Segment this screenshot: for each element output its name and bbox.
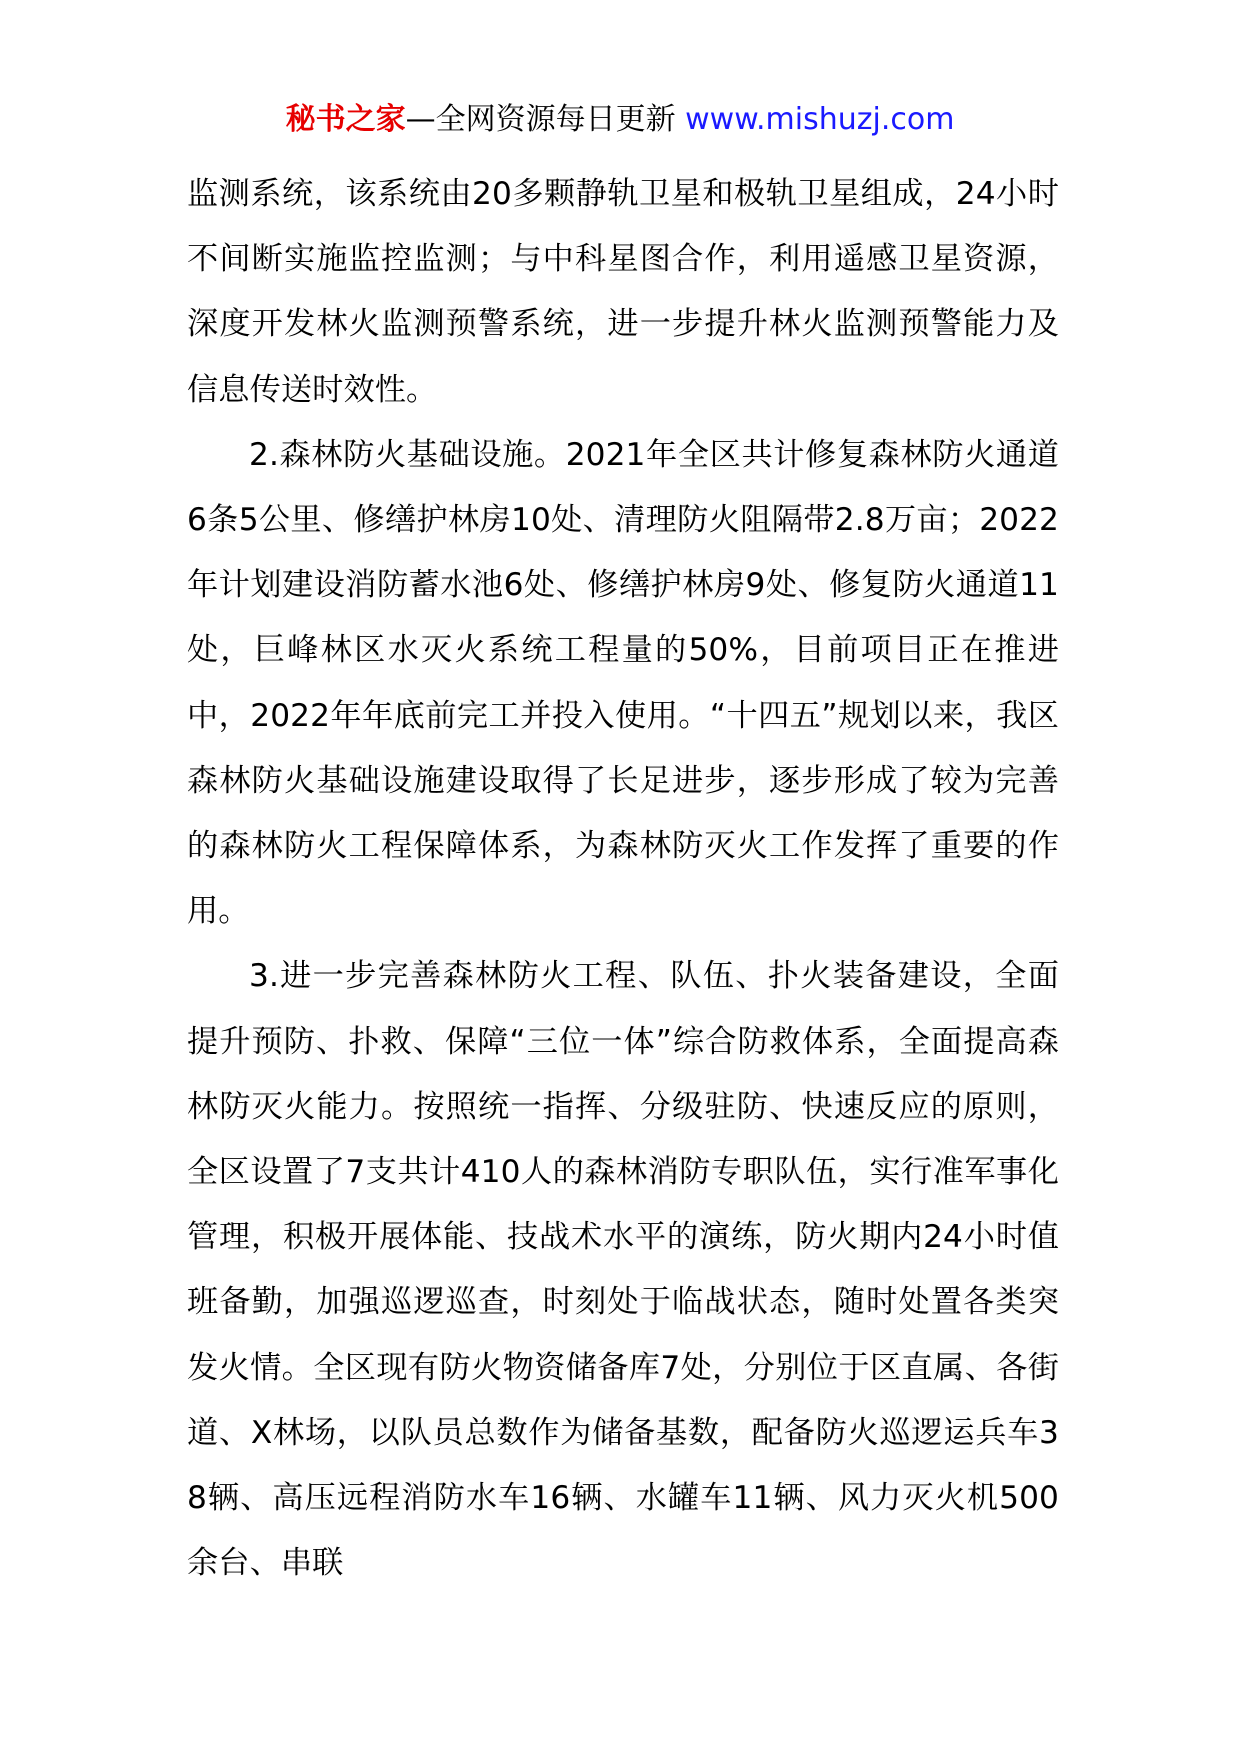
- header-url-link[interactable]: www.mishuzj.com: [685, 102, 955, 137]
- header-tagline: —全网资源每日更新: [405, 102, 686, 137]
- page-header: [0, 100, 1240, 140]
- document-body: [187, 162, 1059, 1596]
- paragraph-fire-teams-equipment: 3.进一步完善森林防火工程、队伍、扑火装备建设，全面提升预防、扑救、保障“三位一体”综合防救体系，全面提高森林防灭火能力。按照统一指挥、分级驻防、快速反应的原则，全区设置了7支共计410人的森林消防专职队伍，实行准军事化管理，积极开展体能、技战术水平的演练，防火期内24小时值班备勤，加强巡逻巡查，时刻处于临战状态，随时处置各类突发火情。全区现有防火物资储备库7处，分别位于区直属、各街道、X林场，以队员总数作为储备基数，配备防火巡逻运兵车38辆、高压远程消防水车16辆、水罐车11辆、风力灭火机500余台、串联: [187, 958, 1059, 1582]
- paragraph-fire-infrastructure: 2.森林防火基础设施。2021年全区共计修复森林防火通道6条5公里、修缮护林房10处、清理防火阻隔带2.8万亩；2022年计划建设消防蓄水池6处、修缮护林房9处、修复防火通道11处，巨峰林区水灭火系统工程量的50%，目前项目正在推进中，2022年年底前完工并投入使用。“十四五”规划以来，我区森林防火基础设施建设取得了长足进步，逐步形成了较为完善的森林防火工程保障体系，为森林防灭火工作发挥了重要的作用。: [187, 436, 1059, 930]
- brand-name: 秘书之家: [285, 102, 406, 137]
- paragraph-continued: 监测系统，该系统由20多颗静轨卫星和极轨卫星组成，24小时不间断实施监控监测；与中科星图合作，利用遥感卫星资源，深度开发林火监测预警系统，进一步提升林火监测预警能力及信息传送时效性。: [187, 176, 1059, 408]
